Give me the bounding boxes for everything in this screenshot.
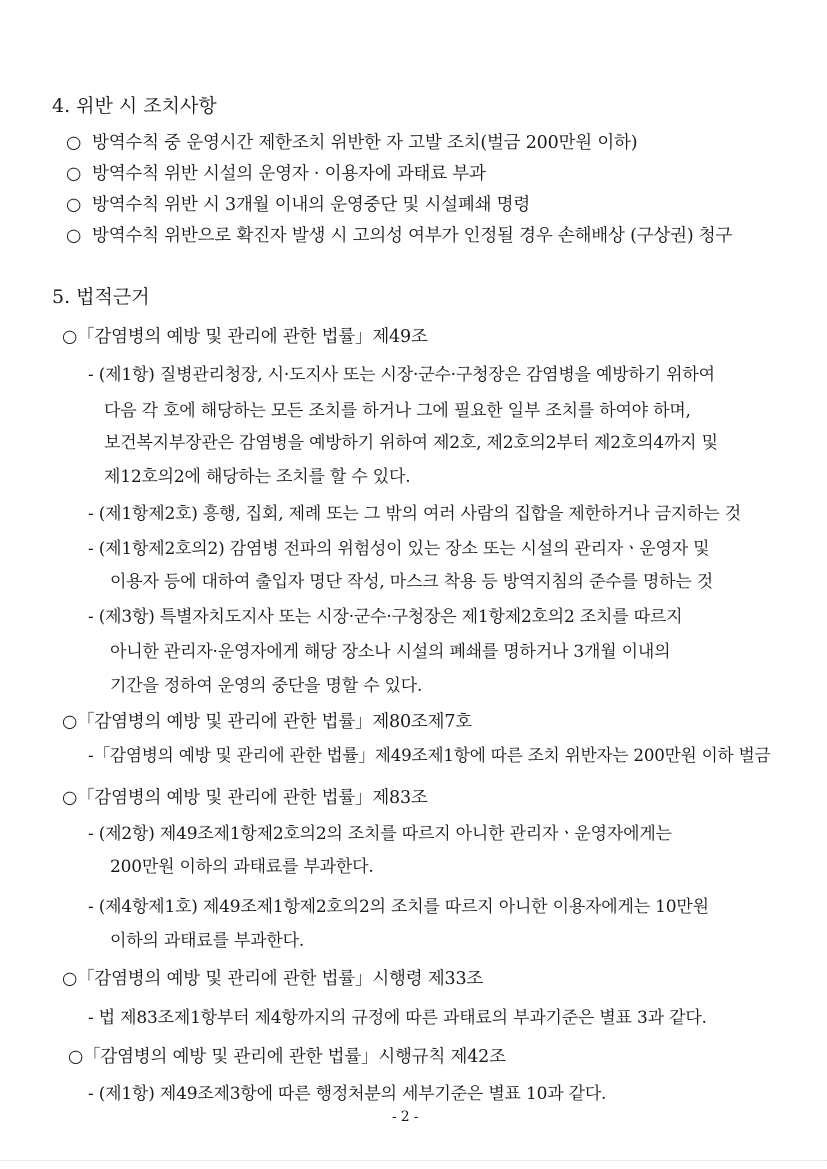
law-clause-line: - (제1항제2호의2) 감염병 전파의 위험성이 있는 장소 또는 시설의 관리자ㆍ운영자 및: [88, 539, 710, 559]
law-clause-line: - 법 제83조제1항부터 제4항까지의 규정에 따른 과태료의 부과기준은 별표 3과 같다.: [88, 1008, 707, 1028]
page-bottom-divider: [0, 1160, 827, 1161]
item-text: 방역수칙 위반 시 3개월 이내의 운영중단 및 시설폐쇄 명령: [92, 195, 531, 215]
section-4-item: [66, 162, 486, 186]
law-clause-line: 아니한 관리자·운영자에게 해당 장소나 시설의 폐쇄를 명하거나 3개월 이내의: [110, 642, 671, 662]
law-title: ○「감염병의 예방 및 관리에 관한 법률」제49조: [62, 327, 428, 347]
item-text: 방역수칙 위반으로 확진자 발생 시 고의성 여부가 인정될 경우 손해배상 (구상권) 청구: [92, 226, 733, 246]
law-clause-line: -「감염병의 예방 및 관리에 관한 법률」제49조제1항에 따른 조치 위반자는 200만원 이하 벌금: [88, 746, 771, 766]
law-clause-line: 이용자 등에 대하여 출입자 명단 작성, 마스크 착용 등 방역지침의 준수를 명하는 것: [110, 572, 713, 592]
law-clause-line: - (제1항) 질병관리청장, 시·도지사 또는 시장·군수·구청장은 감염병을 예방하기 위하여: [88, 365, 715, 385]
circle-bullet-icon: ○: [66, 164, 82, 184]
law-clause-line: - (제4항제1호) 제49조제1항제2호의2의 조치를 따르지 아니한 이용자에게는 10만원: [88, 897, 709, 917]
law-clause-line: - (제3항) 특별자치도지사 또는 시장·군수·구청장은 제1항제2호의2 조치를 따르지: [88, 607, 683, 627]
section-4-item: [66, 224, 732, 248]
law-clause-line: - (제2항) 제49조제1항제2호의2의 조치를 따르지 아니한 관리자ㆍ운영자에게는: [88, 824, 672, 844]
item-text: 방역수칙 위반 시설의 운영자 · 이용자에 과태료 부과: [92, 164, 486, 184]
law-title: ○「감염병의 예방 및 관리에 관한 법률」제83조: [62, 788, 428, 808]
item-text: 방역수칙 중 운영시간 제한조치 위반한 자 고발 조치(벌금 200만원 이하): [92, 133, 638, 153]
law-clause-line: - (제1항) 제49조제3항에 따른 행정처분의 세부기준은 별표 10과 같다.: [88, 1084, 607, 1104]
section-4-item: [66, 193, 530, 217]
circle-bullet-icon: ○: [66, 195, 82, 215]
law-clause-line: 기간을 정하여 운영의 중단을 명할 수 있다.: [110, 676, 423, 696]
law-title: ○「감염병의 예방 및 관리에 관한 법률」제80조제7호: [62, 712, 472, 732]
section-4-item: [66, 131, 637, 155]
law-title: ○「감염병의 예방 및 관리에 관한 법률」시행령 제33조: [62, 969, 484, 989]
law-clause-line: 제12호의2에 해당하는 조치를 할 수 있다.: [104, 467, 411, 487]
law-clause-line: 보건복지부장관은 감염병을 예방하기 위하여 제2호, 제2호의2부터 제2호의4까지 및: [104, 433, 718, 453]
law-clause-line: - (제1항제2호) 흥행, 집회, 제례 또는 그 밖의 여러 사람의 집합을 제한하거나 금지하는 것: [88, 504, 742, 524]
section-4-heading: 4. 위반 시 조치사항: [52, 95, 217, 117]
law-clause-line: 200만원 이하의 과태료를 부과한다.: [110, 857, 374, 877]
law-clause-line: 다음 각 호에 해당하는 모든 조치를 하거나 그에 필요한 일부 조치를 하여야 하며,: [104, 401, 691, 421]
page-number: - 2 -: [392, 1109, 419, 1125]
section-5-heading: 5. 법적근거: [52, 286, 150, 308]
circle-bullet-icon: ○: [66, 133, 82, 153]
law-clause-line: 이하의 과태료를 부과한다.: [110, 931, 305, 951]
law-title: ○「감염병의 예방 및 관리에 관한 법률」시행규칙 제42조: [68, 1047, 506, 1067]
circle-bullet-icon: ○: [66, 226, 82, 246]
